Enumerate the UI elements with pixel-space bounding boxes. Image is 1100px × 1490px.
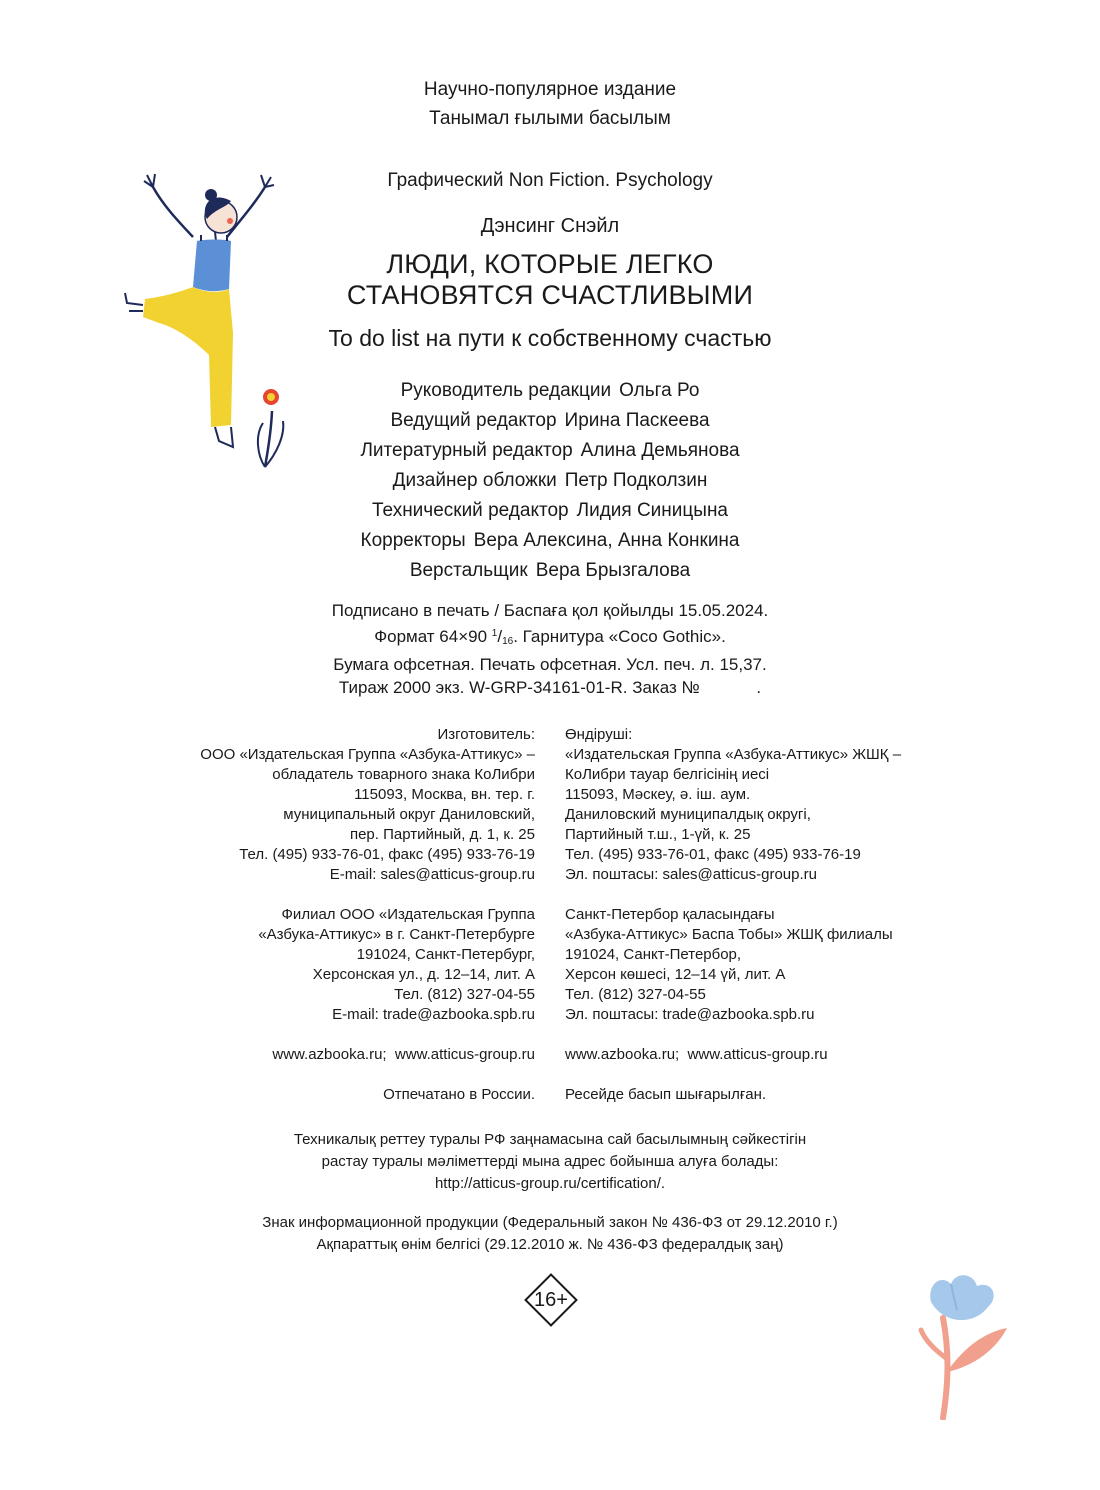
book-subtitle: To do list на пути к собственному счастью bbox=[328, 325, 772, 351]
author: Дэнсинг Снэйл bbox=[480, 215, 620, 237]
book-subtitle-line bbox=[0, 323, 1100, 353]
certification: Техникалық реттеу туралы РФ заңнамасына сай басылымның сәйкестігін растау туралы мәліметтерді мына адрес бойынша алуға болады: http://atticus-group.ru/certification/. bbox=[293, 1131, 807, 1192]
branch-kz: Санкт-Петербор қаласындағы «Азбука-Аттикус» Баспа Тобы» ЖШҚ филиалы 191024, Санкт-Петербор, Херсон көшесі, 12–14 үй, лит. А Тел. (812) 327-04-55 Эл. поштасы: trade@azbooka.spb.ru bbox=[565, 906, 893, 1023]
run-line: Тираж 2000 экз. W-GRP-34161-01-R. Заказ № . bbox=[338, 678, 762, 697]
genre-kz: Танымал ғылыми басылым bbox=[429, 108, 671, 129]
series: Графический Non Fiction. Psychology bbox=[387, 170, 713, 191]
staff-row: Руководитель редакции Ольга Ро bbox=[400, 380, 700, 401]
blue-flower-illustration bbox=[915, 1270, 1015, 1420]
age-rating: 16+ bbox=[534, 1289, 568, 1311]
series-line bbox=[0, 166, 1100, 195]
title-line-1: ЛЮДИ, КОТОРЫЕ ЛЕГКО bbox=[386, 249, 714, 279]
websites-ru: www.azbooka.ru; www.atticus-group.ru bbox=[272, 1046, 535, 1063]
format-line: Формат 64×90 $^1/_{16}$. Гарнитура «Coco Gothic». bbox=[374, 627, 726, 647]
printed-kz: Ресейде басып шығарылған. bbox=[565, 1086, 767, 1103]
staff-row: Ведущий редактор Ирина Паскеева bbox=[390, 410, 710, 431]
staff-row: Технический редактор Лидия Синицына bbox=[372, 500, 728, 521]
book-title bbox=[0, 249, 1100, 311]
title-line-2: СТАНОВЯТСЯ СЧАСТЛИВЫМИ bbox=[346, 280, 754, 310]
paper-line: Бумага офсетная. Печать офсетная. Усл. печ. л. 15,37. bbox=[333, 655, 767, 674]
genre-block bbox=[0, 75, 1100, 133]
signed-line: Подписано в печать / Баспаға қол қойылды 15.05.2024. bbox=[331, 601, 769, 620]
branch-ru: Филиал ООО «Издательская Группа «Азбука-Аттикус» в г. Санкт-Петербурге 191024, Санкт-Петербург, Херсонская ул., д. 12–14, лит. А Тел. (812) 327-04-55 E-mail: trade@azbooka.spb.ru bbox=[258, 906, 535, 1023]
staff-row: Дизайнер обложки Петр Подколзин bbox=[392, 470, 708, 491]
staff-row: Корректоры Вера Алексина, Анна Конкина bbox=[360, 530, 740, 551]
genre-ru: Научно-популярное издание bbox=[423, 79, 677, 100]
manufacturer-kz: Өндіруші: «Издательская Группа «Азбука-Аттикус» ЖШҚ – КоЛибри тауар белгісінің иесі 115093, Мәскеу, ә. іш. аум. Даниловский муниципалдық округі, Партийный т.ш., 1-үй, к. 25 Тел. (495) 933-76-01, факс (495) 933-76-19 Эл. поштасы: sales@atticus-group.ru bbox=[565, 726, 902, 883]
author-line bbox=[0, 212, 1100, 241]
staff-row: Верстальщик Вера Брызгалова bbox=[409, 560, 691, 581]
age-rating-badge bbox=[523, 1272, 579, 1328]
info-sign: Знак информационной продукции (Федеральный закон № 436-ФЗ от 29.12.2010 г.) Ақпараттық өнім белгісі (29.12.2010 ж. № 436-ФЗ федералдық заң) bbox=[262, 1214, 838, 1253]
printed-ru: Отпечатано в России. bbox=[383, 1086, 535, 1103]
manufacturer-ru: Изготовитель: ООО «Издательская Группа «Азбука-Аттикус» – обладатель товарного знака КоЛибри 115093, Москва, вн. тер. г. муниципальный округ Даниловский, пер. Партийный, д. 1, к. 25 Тел. (495) 933-76-01, факс (495) 933-76-19 E-mail: sales@atticus-group.ru bbox=[200, 726, 535, 883]
staff-list bbox=[0, 376, 1100, 586]
print-info bbox=[0, 599, 1100, 699]
staff-row: Литературный редактор Алина Демьянова bbox=[360, 440, 740, 461]
websites-kz: www.azbooka.ru; www.atticus-group.ru bbox=[565, 1046, 828, 1063]
